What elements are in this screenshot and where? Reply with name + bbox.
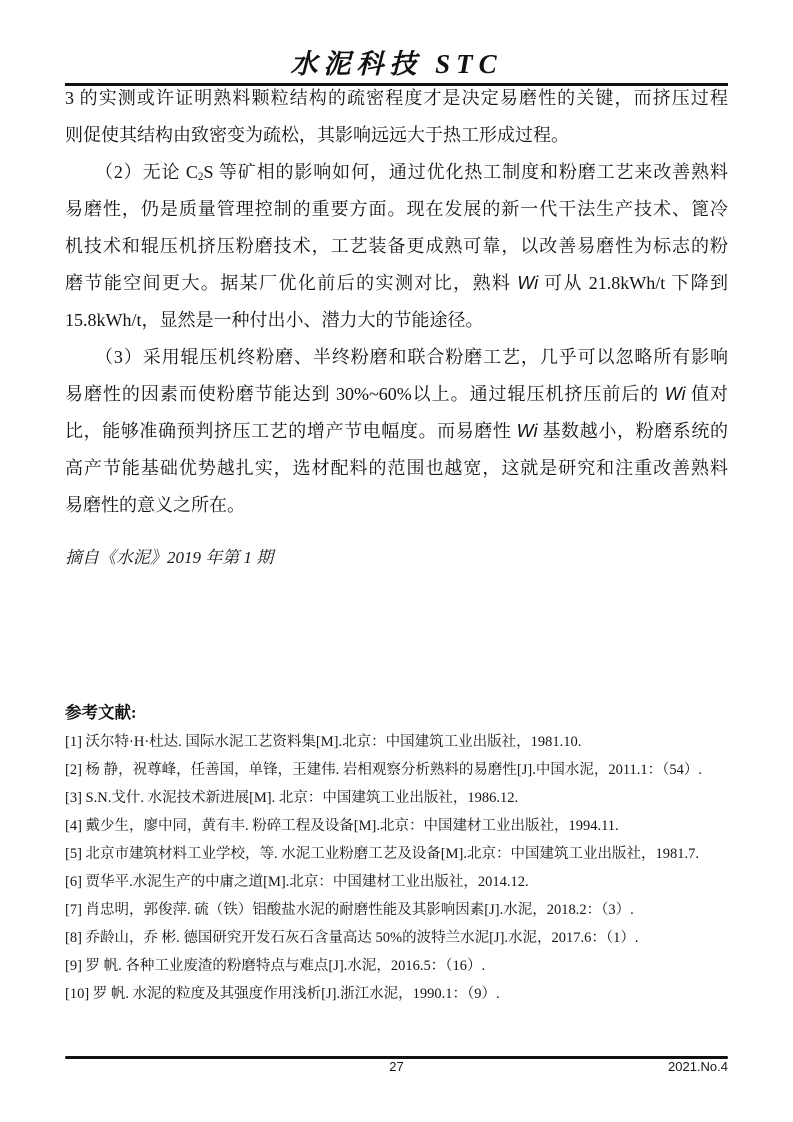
reference-item: [7] 肖忠明，郭俊萍. 硫（铁）铝酸盐水泥的耐磨性能及其影响因素[J].水泥，2018.2：（3）. [65,902,634,918]
body-line [65,228,728,265]
subscript-text: 2 [197,171,204,183]
body-line [65,117,728,154]
body-line [65,339,728,376]
body-line [65,413,728,450]
reference-list [65,728,728,1008]
body-line [65,154,728,191]
body-text: 磨节能空间更大。据某厂优化前后的实测对比，熟料 [65,273,518,293]
body-text: 比，能够准确预判挤压工艺的增产节电幅度。而易磨性 [65,421,517,441]
body-text: 高产节能基础优势越扎实，选材配料的范围也越宽，这就是研究和注重改善熟料 [65,458,728,478]
reference-item: [4] 戴少生，廖中同，黄有丰. 粉碎工程及设备[M].北京：中国建材工业出版社，1994.11. [65,818,619,834]
page-number: 27 [389,1059,404,1074]
references-heading: 参考文献: [65,703,137,722]
body-line [65,80,728,117]
body-text: 易磨性的因素而使粉磨节能达到 30%~60%以上。通过辊压机挤压前后的 [65,384,665,404]
body-text: 易磨性，仍是质量管理控制的重要方面。现在发展的新一代干法生产技术、篦冷 [65,199,728,219]
body-text: 3 的实测或许证明熟料颗粒结构的疏密程度才是决定易磨性的关键，而挤压过程 [65,88,728,108]
body-text: Wi [664,384,686,404]
journal-title: 水泥科技 STC [290,49,503,79]
footer [65,1059,728,1079]
reference-item: [3] S.N.戈什. 水泥技术新进展[M]. 北京：中国建筑工业出版社，1986.12. [65,790,519,806]
body-text: 易磨性的意义之所在。 [65,495,245,515]
reference-item: [10] 罗 帆. 水泥的粒度及其强度作用浅析[J].浙江水泥，1990.1：（9）. [65,986,500,1002]
body-text: （2）无论 C [95,162,198,182]
body-text: 值对 [685,384,728,404]
body-text: 可从 21.8kWh/t 下降到 [538,273,728,293]
reference-item: [8] 乔龄山，乔 彬. 德国研究开发石灰石含量高达 50%的波特兰水泥[J].水泥，2017.6：（1）. [65,930,639,946]
source-note: 摘自《水泥》2019 年第 1 期 [65,548,274,567]
reference-item: [9] 罗 帆. 各种工业废渣的粉磨特点与难点[J].水泥，2016.5：（16）. [65,958,486,974]
article-body [65,80,728,524]
body-line [65,265,728,302]
body-line [65,376,728,413]
issue-number: 2021.No.4 [668,1059,728,1074]
reference-item: [2] 杨 静，祝尊峰，任善国，单锋，王建伟. 岩相观察分析熟料的易磨性[J].中国水泥，2011.1：（54）. [65,762,703,778]
reference-item: [5] 北京市建筑材料工业学校，等. 水泥工业粉磨工艺及设备[M].北京：中国建筑工业出版社，1981.7. [65,846,699,862]
body-line [65,191,728,228]
body-text: S 等矿相的影响如何，通过优化热工制度和粉磨工艺来改善熟料 [203,162,728,182]
reference-item: [1] 沃尔特·H·杜达. 国际水泥工艺资料集[M].北京：中国建筑工业出版社，1981.10. [65,734,582,750]
body-text: 机技术和辊压机挤压粉磨技术，工艺装备更成熟可靠，以改善易磨性为标志的粉 [65,236,728,256]
body-line [65,450,728,487]
body-text: Wi [517,273,539,293]
body-line [65,302,728,339]
reference-item: [6] 贾华平.水泥生产的中庸之道[M].北京：中国建材工业出版社，2014.12. [65,874,529,890]
body-text: Wi [516,421,538,441]
body-text: 基数越小，粉磨系统的 [537,421,728,441]
body-text: （3）采用辊压机终粉磨、半终粉磨和联合粉磨工艺，几乎可以忽略所有影响 [95,347,728,367]
body-text: 15.8kWh/t，显然是一种付出小、潜力大的节能途径。 [65,310,484,330]
body-line [65,487,728,524]
body-text: 则促使其结构由致密变为疏松，其影响远远大于热工形成过程。 [65,125,569,145]
